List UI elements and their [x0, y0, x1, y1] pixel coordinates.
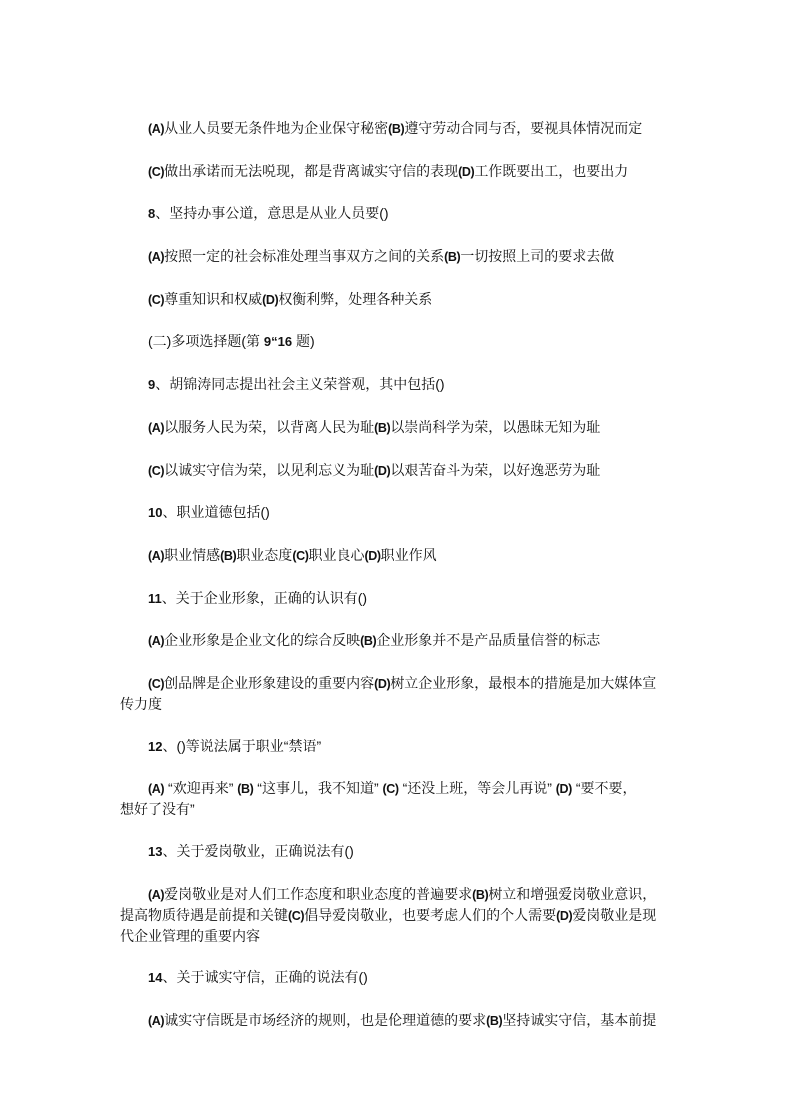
- section-range: 9“16: [263, 334, 293, 350]
- option-label: (C): [148, 292, 165, 307]
- question-number: 14: [148, 970, 163, 986]
- section-suffix: 题): [292, 333, 315, 350]
- option-label: (B): [486, 1014, 503, 1029]
- q9-options-ab: [120, 417, 680, 438]
- option-label: (A): [148, 250, 165, 265]
- option-text: 职业作风: [380, 546, 437, 563]
- option-label: (A): [148, 782, 165, 797]
- option-label: (C): [292, 548, 309, 563]
- option-text: 一切按照上司的要求去做: [460, 248, 615, 265]
- option-label: (B): [444, 250, 461, 265]
- option-label: (A): [148, 548, 165, 563]
- option-text: 以服务人民为荣，以背离人民为耻: [164, 418, 375, 435]
- q11-stem: [120, 588, 680, 609]
- option-label: (C): [148, 463, 165, 478]
- option-text: “还没上班，等会儿再说”: [398, 780, 556, 797]
- option-text: 工作既要出工，也要出力: [474, 162, 629, 179]
- option-text: “要不要，: [571, 780, 637, 797]
- q14-stem: [120, 967, 680, 988]
- q7-options-cd: [120, 161, 680, 182]
- option-text: “欢迎再来”: [164, 780, 238, 797]
- option-label: (B): [237, 782, 254, 797]
- option-label: (A): [148, 122, 165, 136]
- question-number: 9: [148, 377, 156, 393]
- q13-options: [120, 884, 680, 946]
- option-label: (A): [148, 420, 165, 435]
- option-label: (D): [556, 908, 573, 923]
- option-label: (C): [148, 676, 165, 691]
- document-body: [120, 118, 680, 1053]
- option-label: (C): [382, 782, 399, 797]
- question-text: 、关于诚实守信，正确的说法有(): [162, 969, 368, 986]
- option-text-continued: 提高物质待遇是前提和关键: [120, 906, 288, 923]
- section-prefix: (二)多项选择题(第: [148, 333, 264, 350]
- q11-options-ab: [120, 630, 680, 651]
- option-text: 遵守劳动合同与否，要视具体情况而定: [404, 120, 643, 136]
- question-number: 13: [148, 844, 163, 859]
- option-label: (D): [364, 548, 381, 563]
- question-text: 、关于企业形象，正确的认识有(): [161, 589, 368, 606]
- q9-stem: [120, 374, 680, 395]
- option-label: (D): [374, 463, 391, 478]
- question-number: 10: [148, 505, 163, 521]
- q12-options: [120, 778, 680, 819]
- q7-options-ab: [120, 118, 680, 139]
- option-text: 以艰苦奋斗为荣，以好逸恶劳为耻: [390, 461, 601, 478]
- option-text: 企业形象并不是产品质量信誉的标志: [376, 632, 601, 649]
- q13-stem: [120, 841, 680, 862]
- q10-options: [120, 545, 680, 566]
- option-text: 职业情感: [164, 546, 221, 563]
- option-label: (A): [148, 634, 165, 649]
- option-label: (B): [360, 634, 377, 649]
- option-label: (D): [374, 676, 391, 691]
- option-label: (D): [262, 292, 279, 307]
- option-label: (A): [148, 887, 165, 902]
- option-text: 职业态度: [236, 546, 293, 563]
- option-label: (B): [472, 887, 489, 902]
- option-text: 尊重知识和权威: [164, 290, 263, 307]
- option-text: 诚实守信既是市场经济的规则，也是伦理道德的要求: [164, 1012, 487, 1029]
- question-number: 8: [148, 206, 156, 222]
- option-label: (D): [458, 164, 475, 179]
- option-text: 以崇尚科学为荣，以愚昧无知为耻: [390, 418, 601, 435]
- question-number: 12: [148, 738, 163, 754]
- option-text: 权衡利弊，处理各种关系: [278, 290, 433, 307]
- q8-options-ab: [120, 246, 680, 267]
- option-text: 坚持诚实守信，基本前提: [502, 1012, 657, 1029]
- option-text: 爱岗敬业是现: [572, 906, 657, 923]
- option-text: 倡导爱岗敬业，也要考虑人们的个人需要: [304, 906, 557, 923]
- options-line-2: [120, 905, 680, 926]
- q10-stem: [120, 502, 680, 523]
- option-text: 做出承诺而无法哾现，都是背离诚实守信的表现: [164, 162, 459, 179]
- option-text: 爱岗敬业是对人们工作态度和职业态度的普遍要求: [164, 885, 473, 902]
- q14-options-ab: [120, 1010, 680, 1031]
- q8-stem: [120, 203, 680, 224]
- question-text: 、胡锦涛同志提出社会主义荣誉观，其中包括(): [155, 376, 445, 393]
- section-heading: [120, 331, 680, 352]
- option-text: 从业人员要无条件地为企业保守秘密: [164, 120, 389, 136]
- q11-options-cd: [120, 673, 680, 714]
- option-label: (A): [148, 1014, 165, 1029]
- option-text: “这事儿，我不知道”: [253, 780, 383, 797]
- question-text: 、()等说法属于职业“禁语”: [162, 737, 322, 754]
- option-text: 企业形象是企业文化的综合反映: [164, 632, 361, 649]
- q9-options-cd: [120, 460, 680, 481]
- option-label: (C): [288, 908, 305, 923]
- q8-options-cd: [120, 289, 680, 310]
- question-text: 、职业道德包括(): [162, 504, 270, 521]
- option-text: 树立和增强爱岗敬业意识，: [488, 885, 657, 902]
- option-text-continued: 传力度: [120, 695, 162, 712]
- q12-stem: [120, 736, 680, 757]
- option-label: (B): [388, 122, 405, 136]
- option-text: 创品牌是企业形象建设的重要内容: [164, 674, 375, 691]
- option-text-continued: 代企业管理的重要内容: [120, 927, 260, 944]
- option-label: (C): [148, 164, 165, 179]
- option-text-continued: 想好了没有”: [120, 801, 195, 818]
- option-text: 树立企业形象，最根本的措施是加大媒体宣: [390, 674, 657, 691]
- option-text: 按照一定的社会标准处理当事双方之间的关系: [164, 248, 445, 265]
- option-label: (D): [555, 782, 572, 797]
- question-number: 11: [148, 590, 162, 606]
- option-text: 以诚实守信为荣，以见利忘义为耻: [164, 461, 375, 478]
- option-text: 职业良心: [308, 546, 365, 563]
- option-label: (B): [220, 548, 237, 563]
- question-text: 、关于爱岗敬业，正确说法有(): [162, 843, 354, 859]
- question-text: 、坚持办事公道，意思是从业人员要(): [155, 205, 389, 222]
- option-label: (B): [374, 420, 391, 435]
